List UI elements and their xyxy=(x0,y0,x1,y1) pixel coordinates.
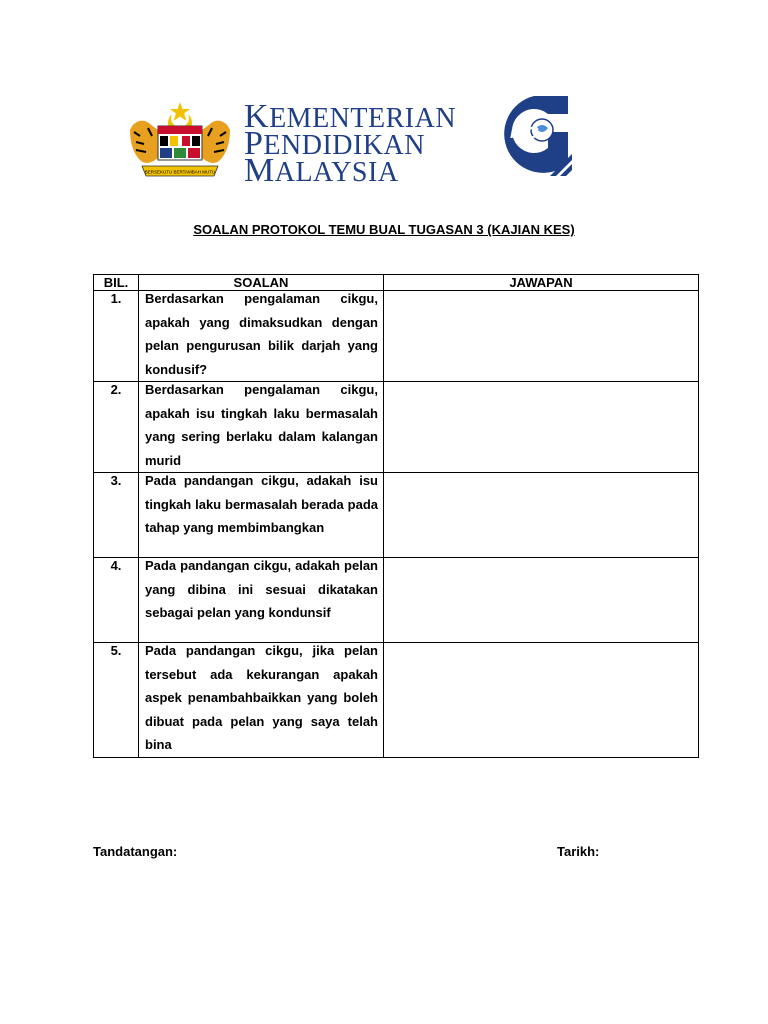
ministry-line: PENDIDIKAN xyxy=(244,125,425,162)
date-label: Tarikh: xyxy=(557,844,600,859)
coat-of-arms-malaysia-icon xyxy=(124,100,236,180)
column-header-bil: BIL. xyxy=(94,275,139,291)
row-number: 4. xyxy=(94,558,139,643)
table-row xyxy=(94,291,699,382)
svg-text:BERSEKUTU BERTAMBAH MUTU: BERSEKUTU BERTAMBAH MUTU xyxy=(144,169,216,175)
answer-cell[interactable] xyxy=(384,382,699,473)
question-cell xyxy=(139,382,384,473)
ministry-name xyxy=(244,98,457,189)
question-text: Pada pandangan cikgu, adakah pelan yang dibina ini sesuai dikatakan sebagai pelan yang kondunsif xyxy=(145,558,378,620)
answer-cell[interactable] xyxy=(384,558,699,643)
row-number: 3. xyxy=(94,473,139,558)
answer-cell[interactable] xyxy=(384,291,699,382)
row-number: 5. xyxy=(94,643,139,758)
column-header-soalan: SOALAN xyxy=(139,275,384,291)
question-cell xyxy=(139,558,384,643)
signature-label: Tandatangan: xyxy=(93,844,178,859)
table-row xyxy=(94,643,699,758)
row-number: 1. xyxy=(94,291,139,382)
table-row xyxy=(94,558,699,643)
question-text: Berdasarkan pengalaman cikgu, apakah yang dimaksudkan dengan pelan pengurusan bilik darjah yang kondusif? xyxy=(145,291,378,377)
question-text: Pada pandangan cikgu, adakah isu tingkah laku bermasalah berada pada tahap yang membimbangkan xyxy=(145,473,378,535)
row-number: 2. xyxy=(94,382,139,473)
svg-text:iPG: iPG xyxy=(510,123,540,142)
question-cell xyxy=(139,291,384,382)
document-header xyxy=(0,0,768,190)
question-cell xyxy=(139,643,384,758)
ministry-line: MALAYSIA xyxy=(244,152,399,189)
column-header-jawapan: JAWAPAN xyxy=(384,275,699,291)
document-title: SOALAN PROTOKOL TEMU BUAL TUGASAN 3 (KAJIAN KES) xyxy=(193,222,575,237)
answer-cell[interactable] xyxy=(384,643,699,758)
table-row xyxy=(94,473,699,558)
question-cell xyxy=(139,473,384,558)
answer-cell[interactable] xyxy=(384,473,699,558)
ipg-logo-icon xyxy=(492,92,574,178)
ministry-line: KEMENTERIAN xyxy=(244,98,457,135)
question-text: Pada pandangan cikgu, jika pelan tersebut ada kekurangan apakah aspek penambahbaikkan yang boleh dibuat pada pelan yang saya telah bina xyxy=(145,643,378,752)
question-text: Berdasarkan pengalaman cikgu, apakah isu tingkah laku bermasalah yang sering berlaku dalam kalangan murid xyxy=(145,382,378,468)
interview-table xyxy=(93,274,699,758)
table-row xyxy=(94,382,699,473)
